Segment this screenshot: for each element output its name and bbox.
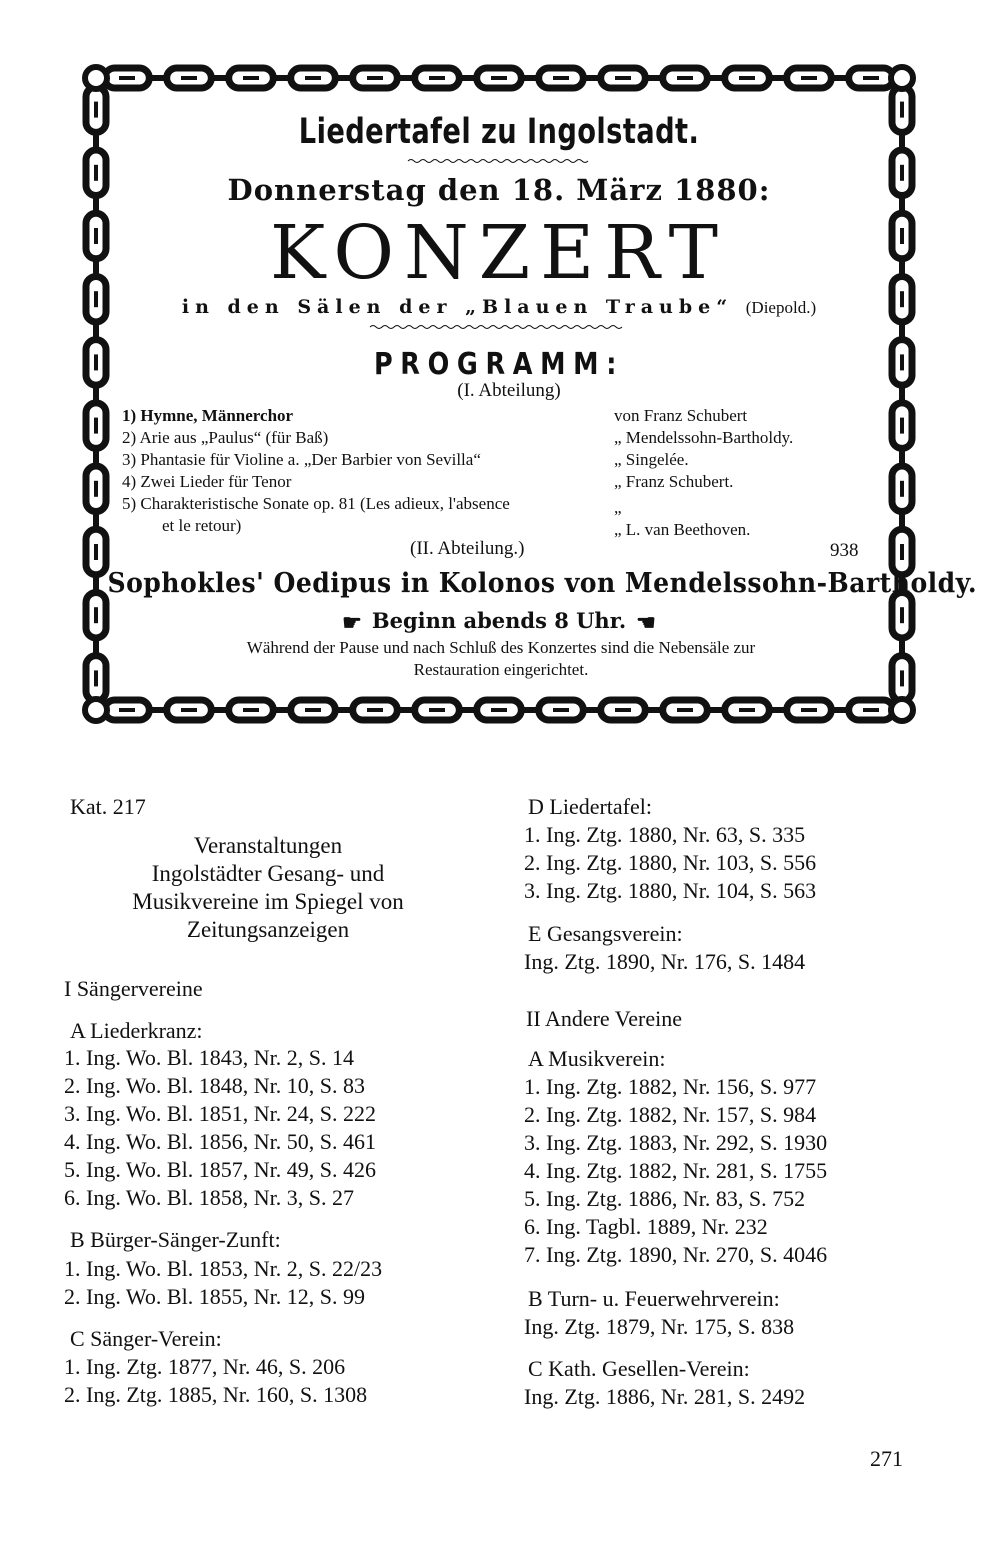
program-item-right: „: [614, 498, 622, 517]
catalog-heading-line: Veranstaltungen: [193, 833, 343, 858]
decorative-rule: [78, 324, 920, 330]
program-item-left: 5) Charakteristische Sonate op. 81 (Les adieux, l'absence: [122, 494, 510, 513]
page-number: 271: [870, 1446, 903, 1471]
list-item: 7. Ing. Ztg. 1890, Nr. 270, S. 4046: [524, 1242, 828, 1267]
list-item: 1. Ing. Wo. Bl. 1843, Nr. 2, S. 14: [64, 1045, 354, 1070]
poster-title: Liedertafel zu Ingolstadt.: [298, 112, 700, 152]
section-heading: I Sängervereine: [64, 976, 203, 1001]
group-title: D Liedertafel:: [528, 794, 652, 819]
program-item-right: „ L. van Beethoven.: [614, 520, 751, 539]
chain-link: [85, 699, 107, 721]
list-item: 1. Ing. Ztg. 1882, Nr. 156, S. 977: [524, 1074, 817, 1099]
program-item-left: 4) Zwei Lieder für Tenor: [122, 472, 292, 491]
program-feature: Sophokles' Oedipus in Kolonos von Mendelssohn-Bartholdy.: [107, 568, 978, 599]
start-time: [78, 608, 920, 636]
group-title: A Liederkranz:: [70, 1018, 203, 1043]
chain-link: [891, 699, 913, 721]
pointing-hand-left-icon: ☚: [636, 609, 656, 636]
program-item-right: von Franz Schubert: [614, 406, 748, 425]
list-item: 2. Ing. Wo. Bl. 1848, Nr. 10, S. 83: [64, 1073, 365, 1098]
list-item: 2. Ing. Ztg. 1882, Nr. 157, S. 984: [524, 1102, 817, 1127]
program-item-right: „ Singelée.: [614, 450, 689, 469]
section-heading: II Andere Vereine: [526, 1006, 682, 1031]
list-item: Ing. Ztg. 1890, Nr. 176, S. 1484: [524, 949, 806, 974]
group-title: E Gesangsverein:: [528, 921, 683, 946]
concert-advertisement: [78, 60, 978, 728]
list-item: 3. Ing. Ztg. 1883, Nr. 292, S. 1930: [524, 1130, 828, 1155]
group-title: C Sänger-Verein:: [70, 1326, 222, 1351]
list-item: 6. Ing. Tagbl. 1889, Nr. 232: [524, 1214, 768, 1239]
list-item: 2. Ing. Wo. Bl. 1855, Nr. 12, S. 99: [64, 1284, 365, 1309]
venue-owner: (Diepold.): [745, 298, 817, 317]
list-item: 5. Ing. Ztg. 1886, Nr. 83, S. 752: [524, 1186, 806, 1211]
list-item: 2. Ing. Ztg. 1880, Nr. 103, S. 556: [524, 850, 817, 875]
catalog-heading-line: Musikvereine im Spiegel von: [132, 889, 404, 914]
group-title: C Kath. Gesellen-Verein:: [528, 1356, 750, 1381]
poster-venue: [78, 296, 920, 318]
catalog-number: Kat. 217: [70, 794, 146, 819]
catalog-heading: [60, 832, 476, 944]
list-item: 4. Ing. Ztg. 1882, Nr. 281, S. 1755: [524, 1158, 828, 1183]
chain-link: [85, 67, 107, 89]
group-title: B Turn- u. Feuerwehrverein:: [528, 1286, 780, 1311]
list-item: 3. Ing. Ztg. 1880, Nr. 104, S. 563: [524, 878, 817, 903]
list-item: 2. Ing. Ztg. 1885, Nr. 160, S. 1308: [64, 1382, 368, 1407]
program-item-left: et le retour): [162, 516, 242, 535]
catalog-heading-line: Zeitungsanzeigen: [186, 917, 350, 942]
list-item: 1. Ing. Ztg. 1877, Nr. 46, S. 206: [64, 1354, 346, 1379]
decorative-rule: [78, 158, 920, 164]
list-item: 4. Ing. Wo. Bl. 1856, Nr. 50, S. 461: [64, 1129, 376, 1154]
poster-note-line: Während der Pause und nach Schluß des Konzertes sind die Nebensäle zur: [246, 638, 756, 657]
list-item: 3. Ing. Wo. Bl. 1851, Nr. 24, S. 222: [64, 1101, 376, 1126]
ad-number: 938: [830, 540, 859, 561]
program-heading: PROGRAMM:: [373, 347, 625, 382]
program-part-one: (I. Abteilung): [457, 380, 561, 401]
poster-date: Donnerstag den 18. März 1880:: [227, 173, 771, 207]
list-item: Ing. Ztg. 1886, Nr. 281, S. 2492: [524, 1384, 806, 1409]
list-item: Ing. Ztg. 1879, Nr. 175, S. 838: [524, 1314, 795, 1339]
group-title: A Musikverein:: [528, 1046, 666, 1071]
start-time-text: Beginn abends 8 Uhr.: [371, 608, 627, 633]
poster-note-line: Restauration eingerichtet.: [413, 660, 589, 679]
list-item: 6. Ing. Wo. Bl. 1858, Nr. 3, S. 27: [64, 1185, 354, 1210]
program-part-two: (II. Abteilung.): [410, 538, 525, 559]
list-item: 5. Ing. Wo. Bl. 1857, Nr. 49, S. 426: [64, 1157, 376, 1182]
program-item-left: 2) Arie aus „Paulus“ (für Baß): [122, 428, 329, 447]
group-title: B Bürger-Sänger-Zunft:: [70, 1227, 281, 1252]
program-item-right: „ Franz Schubert.: [614, 472, 734, 491]
catalog-heading-line: Ingolstädter Gesang- und: [151, 861, 385, 886]
venue-name: in den Sälen der „Blauen Traube“: [181, 296, 734, 318]
list-item: 1. Ing. Wo. Bl. 1853, Nr. 2, S. 22/23: [64, 1256, 383, 1281]
list-item: 1. Ing. Ztg. 1880, Nr. 63, S. 335: [524, 822, 806, 847]
program-item-left: 1) Hymne, Männerchor: [122, 406, 294, 425]
poster-headline: KONZERT: [270, 210, 728, 296]
program-item-right: „ Mendelssohn-Bartholdy.: [614, 428, 794, 447]
chain-link: [891, 67, 913, 89]
pointing-hand-right-icon: ☛: [342, 609, 362, 636]
program-item-left: 3) Phantasie für Violine a. „Der Barbier von Sevilla“: [122, 450, 481, 469]
